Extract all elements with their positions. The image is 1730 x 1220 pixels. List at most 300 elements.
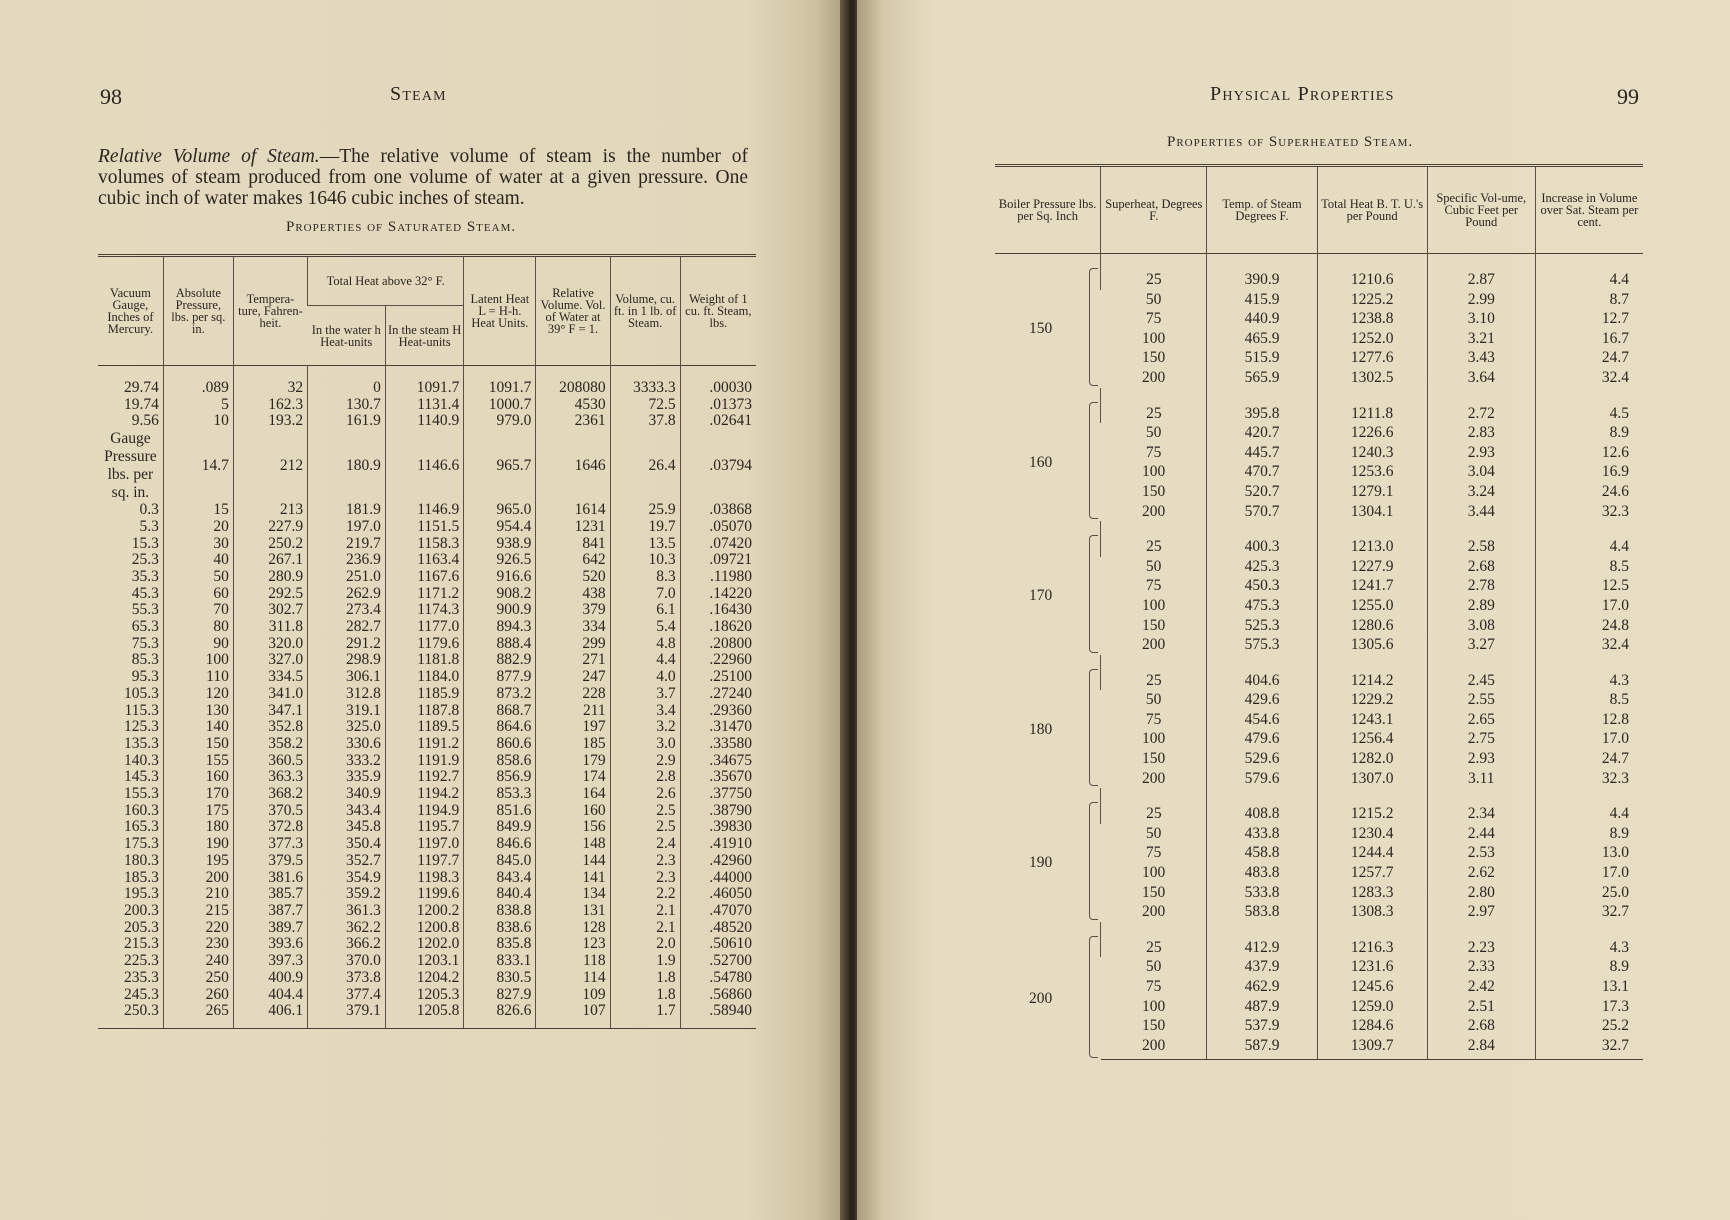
cell-heat-steam: 1181.8 [385, 652, 463, 669]
cell-temperature: 425.3 [1207, 557, 1317, 577]
cell-volume-increase: 32.7 [1535, 1036, 1643, 1060]
cell-temperature: 433.8 [1207, 824, 1317, 844]
cell-temperature: 406.1 [233, 1003, 307, 1028]
cell-weight: .52700 [680, 953, 756, 970]
cell-volume-increase: 16.9 [1535, 462, 1643, 482]
cell-specific-volume: 3.24 [1427, 482, 1535, 502]
cell-superheat: 75 [1145, 443, 1162, 461]
cell-relative: 107 [536, 1003, 610, 1028]
table-row [98, 569, 756, 586]
cell-absolute: 230 [163, 936, 233, 953]
cell-superheat: 100 [1141, 596, 1166, 614]
cell-temperature: 420.7 [1207, 423, 1317, 443]
cell-total-heat: 1240.3 [1317, 443, 1427, 463]
cell-specific-volume: 2.58 [1427, 521, 1535, 557]
cell-temperature: 193.2 [233, 413, 307, 430]
cell-specific-volume: 3.64 [1427, 368, 1535, 388]
cell-relative: 1231 [536, 519, 610, 536]
cell-temperature: 32 [233, 366, 307, 397]
table-row [98, 870, 756, 887]
cell-temperature: 479.6 [1207, 729, 1317, 749]
cell-vacuum: 9.56 [131, 412, 159, 430]
col-total-heat: Total Heat above 32° F. [308, 256, 464, 306]
cell-volume: 2.3 [610, 853, 680, 870]
cell-total-heat: 1213.0 [1317, 521, 1427, 557]
cell-relative: 642 [536, 552, 610, 569]
cell-relative: 1646 [536, 430, 610, 502]
cell-superheat: 25 [1101, 521, 1207, 557]
cell-weight: .48520 [680, 920, 756, 937]
cell-relative: 271 [536, 652, 610, 669]
cell-temperature: 347.1 [233, 703, 307, 720]
table-row [98, 413, 756, 430]
cell-temperature: 212 [233, 430, 307, 502]
cell-volume-increase: 25.2 [1535, 1016, 1643, 1036]
cell-relative: 197 [536, 719, 610, 736]
cell-volume-increase: 32.7 [1535, 902, 1643, 922]
cell-temperature: 395.8 [1207, 388, 1317, 424]
cell-temperature: 341.0 [233, 686, 307, 703]
cell-volume-increase: 8.7 [1535, 290, 1643, 310]
cell-latent: 827.9 [464, 987, 536, 1004]
cell-volume-increase: 12.8 [1535, 710, 1643, 730]
cell-volume: 2.8 [610, 769, 680, 786]
cell-weight: .39830 [680, 819, 756, 836]
cell-volume-increase: 17.0 [1535, 729, 1643, 749]
table-row [98, 669, 756, 686]
table-row [98, 936, 756, 953]
cell-weight: .03868 [680, 502, 756, 519]
cell-temperature: 267.1 [233, 552, 307, 569]
boiler-pressure-value: 160 [1028, 453, 1053, 471]
table-row [98, 602, 756, 619]
table-row [98, 586, 756, 603]
cell-temperature: 440.9 [1207, 309, 1317, 329]
cell-superheat: 150 [1141, 616, 1166, 634]
cell-temperature: 381.6 [233, 870, 307, 887]
cell-latent: 938.9 [464, 536, 536, 553]
cell-weight: .34675 [680, 753, 756, 770]
cell-vacuum: 0.3 [139, 501, 159, 519]
cell-vacuum: 29.74 [123, 379, 159, 396]
cell-relative: 4530 [536, 397, 610, 414]
group-brace [1089, 402, 1098, 520]
cell-superheat: 200 [1141, 903, 1166, 921]
cell-volume: 2.1 [610, 903, 680, 920]
cell-total-heat: 1252.0 [1317, 329, 1427, 349]
col-relative: Relative Volume. Vol. of Water at 39° F = 1. [536, 256, 610, 366]
cell-volume: 2.3 [610, 870, 680, 887]
cell-volume-increase: 32.3 [1535, 502, 1643, 522]
boiler-pressure-value: 200 [1028, 990, 1053, 1008]
cell-vacuum: 105.3 [123, 684, 159, 702]
table-row [98, 703, 756, 720]
cell-vacuum: 5.3 [139, 517, 159, 535]
cell-heat-water: 354.9 [308, 870, 386, 887]
cell-heat-steam: 1194.2 [385, 786, 463, 803]
cell-temperature: 470.7 [1207, 462, 1317, 482]
cell-total-heat: 1238.8 [1317, 309, 1427, 329]
cell-volume-increase: 24.8 [1535, 616, 1643, 636]
cell-latent: 873.2 [464, 686, 536, 703]
cell-temperature: 311.8 [233, 619, 307, 636]
cell-latent: 908.2 [464, 586, 536, 603]
boiler-pressure-group [995, 521, 1101, 655]
cell-heat-steam: 1191.9 [385, 753, 463, 770]
cell-volume-increase: 8.5 [1535, 690, 1643, 710]
col-vacuum: Vacuum Gauge, Inches of Mercury. [107, 286, 154, 336]
cell-weight: .11980 [680, 569, 756, 586]
cell-latent: 849.9 [464, 819, 536, 836]
boiler-pressure-group [995, 655, 1101, 789]
cell-specific-volume: 3.21 [1427, 329, 1535, 349]
cell-temperature: 445.7 [1207, 443, 1317, 463]
cell-weight: .38790 [680, 803, 756, 820]
cell-volume: 10.3 [610, 552, 680, 569]
cell-latent: 965.0 [464, 502, 536, 519]
cell-absolute: 155 [163, 753, 233, 770]
cell-heat-steam: 1158.3 [385, 536, 463, 553]
cell-temperature: 537.9 [1207, 1016, 1317, 1036]
table-row [98, 519, 756, 536]
running-head-right: Physical Properties [1210, 83, 1395, 105]
cell-total-heat: 1216.3 [1317, 922, 1427, 958]
cell-absolute: 5 [163, 397, 233, 414]
cell-specific-volume: 2.62 [1427, 863, 1535, 883]
cell-heat-water: 352.7 [308, 853, 386, 870]
cell-heat-steam: 1198.3 [385, 870, 463, 887]
cell-superheat: 100 [1141, 463, 1166, 481]
table-row [995, 655, 1643, 691]
cell-temperature: 379.5 [233, 853, 307, 870]
cell-temperature: 360.5 [233, 753, 307, 770]
cell-weight: .58940 [680, 1003, 756, 1028]
cell-vacuum: 145.3 [123, 768, 159, 786]
cell-heat-steam: 1146.6 [385, 430, 463, 502]
cell-volume: 5.4 [610, 619, 680, 636]
cell-superheat: 150 [1141, 349, 1166, 367]
cell-vacuum: 15.3 [131, 534, 159, 552]
cell-specific-volume: 3.27 [1427, 635, 1535, 655]
table-row [98, 987, 756, 1004]
cell-temperature: 437.9 [1207, 957, 1317, 977]
cell-volume-increase: 4.4 [1535, 788, 1643, 824]
cell-relative: 134 [536, 886, 610, 903]
cell-temperature: 583.8 [1207, 902, 1317, 922]
cell-temperature: 292.5 [233, 586, 307, 603]
cell-relative: 247 [536, 669, 610, 686]
cell-superheat: 100 [1141, 864, 1166, 882]
col-in-steam: In the steam H Heat-units [385, 306, 463, 366]
cell-heat-steam: 1171.2 [385, 586, 463, 603]
cell-latent: 894.3 [464, 619, 536, 636]
cell-relative: 156 [536, 819, 610, 836]
cell-weight: .18620 [680, 619, 756, 636]
cell-temperature: 377.3 [233, 836, 307, 853]
cell-heat-water: 180.9 [308, 430, 386, 502]
cell-vacuum: 55.3 [131, 601, 159, 619]
cell-superheat: 100 [1141, 329, 1166, 347]
cell-absolute: 60 [163, 586, 233, 603]
cell-heat-water: 377.4 [308, 987, 386, 1004]
cell-heat-water: 370.0 [308, 953, 386, 970]
cell-superheat: 75 [1145, 844, 1162, 862]
cell-superheat: 50 [1145, 290, 1162, 308]
cell-total-heat: 1305.6 [1317, 635, 1427, 655]
cell-specific-volume: 3.11 [1427, 769, 1535, 789]
table-row [98, 686, 756, 703]
cell-superheat: 25 [1101, 388, 1207, 424]
table-row [98, 1003, 756, 1028]
cell-absolute: 15 [163, 502, 233, 519]
cell-latent: 853.3 [464, 786, 536, 803]
cell-superheat: 75 [1145, 710, 1162, 728]
cell-superheat: 50 [1145, 691, 1162, 709]
cell-heat-steam: 1131.4 [385, 397, 463, 414]
cell-specific-volume: 2.93 [1427, 443, 1535, 463]
cell-volume: 4.4 [610, 652, 680, 669]
cell-superheat: 25 [1101, 922, 1207, 958]
cell-temperature: 327.0 [233, 652, 307, 669]
cell-total-heat: 1225.2 [1317, 290, 1427, 310]
cell-superheat: 150 [1141, 482, 1166, 500]
cell-specific-volume: 3.44 [1427, 502, 1535, 522]
cell-absolute: 140 [163, 719, 233, 736]
cell-temperature: 450.3 [1207, 576, 1317, 596]
cell-weight: .22960 [680, 652, 756, 669]
cell-heat-water: 306.1 [308, 669, 386, 686]
cell-temperature: 400.9 [233, 970, 307, 987]
cell-weight: .31470 [680, 719, 756, 736]
col-volume-increase: Increase in Volume over Sat. Steam per cent. [1535, 166, 1643, 254]
cell-absolute: 180 [163, 819, 233, 836]
cell-specific-volume: 2.42 [1427, 977, 1535, 997]
saturated-table-title: Properties of Saturated Steam. [286, 219, 517, 235]
cell-volume-increase: 12.6 [1535, 443, 1643, 463]
cell-superheat: 50 [1145, 824, 1162, 842]
cell-total-heat: 1256.4 [1317, 729, 1427, 749]
table-row [98, 366, 756, 397]
table-row [98, 953, 756, 970]
cell-weight: .14220 [680, 586, 756, 603]
table-row [98, 430, 756, 502]
cell-vacuum: 155.3 [123, 785, 159, 803]
cell-total-heat: 1253.6 [1317, 462, 1427, 482]
cell-volume: 2.1 [610, 920, 680, 937]
cell-absolute: 130 [163, 703, 233, 720]
cell-relative: 379 [536, 602, 610, 619]
cell-heat-water: 219.7 [308, 536, 386, 553]
cell-heat-steam: 1174.3 [385, 602, 463, 619]
cell-absolute: 240 [163, 953, 233, 970]
cell-specific-volume: 2.45 [1427, 655, 1535, 691]
cell-relative: 208080 [536, 366, 610, 397]
intro-text: —The relative volume of steam is the number of volumes of steam produced from one volume of water at a given pressure. One cubic inch of water makes 1646 cubic inches of steam. [98, 145, 749, 209]
cell-total-heat: 1302.5 [1317, 368, 1427, 388]
cell-temperature: 387.7 [233, 903, 307, 920]
cell-temperature: 162.3 [233, 397, 307, 414]
cell-temperature: 533.8 [1207, 883, 1317, 903]
cell-total-heat: 1255.0 [1317, 596, 1427, 616]
cell-total-heat: 1257.7 [1317, 863, 1427, 883]
cell-temperature: 515.9 [1207, 348, 1317, 368]
table-row [98, 836, 756, 853]
cell-heat-water: 298.9 [308, 652, 386, 669]
cell-weight: .33580 [680, 736, 756, 753]
table-row [98, 552, 756, 569]
cell-weight: .37750 [680, 786, 756, 803]
cell-specific-volume: 2.89 [1427, 596, 1535, 616]
cell-vacuum: 205.3 [123, 918, 159, 936]
cell-total-heat: 1279.1 [1317, 482, 1427, 502]
saturated-steam-table [98, 254, 756, 1029]
cell-latent: 860.6 [464, 736, 536, 753]
cell-specific-volume: 2.78 [1427, 576, 1535, 596]
cell-weight: .05070 [680, 519, 756, 536]
cell-heat-water: 335.9 [308, 769, 386, 786]
cell-vacuum: 195.3 [123, 885, 159, 903]
cell-temperature: 412.9 [1207, 922, 1317, 958]
cell-heat-water: 312.8 [308, 686, 386, 703]
page-number-right: 99 [1617, 84, 1639, 109]
cell-latent: 826.6 [464, 1003, 536, 1028]
cell-absolute: 70 [163, 602, 233, 619]
cell-volume: 2.6 [610, 786, 680, 803]
table-row [98, 920, 756, 937]
cell-vacuum: 215.3 [123, 935, 159, 953]
boiler-pressure-value: 190 [1028, 854, 1053, 872]
cell-heat-water: 181.9 [308, 502, 386, 519]
cell-absolute: 190 [163, 836, 233, 853]
cell-temperature: 587.9 [1207, 1036, 1317, 1060]
cell-superheat: 200 [1141, 769, 1166, 787]
cell-temperature: 320.0 [233, 636, 307, 653]
cell-temperature: 280.9 [233, 569, 307, 586]
col-in-water: In the water h Heat-units [308, 306, 386, 366]
cell-heat-water: 333.2 [308, 753, 386, 770]
cell-volume-increase: 4.4 [1535, 254, 1643, 290]
table-row [995, 922, 1643, 958]
cell-total-heat: 1245.6 [1317, 977, 1427, 997]
cell-vacuum: 45.3 [131, 584, 159, 602]
cell-latent: 954.4 [464, 519, 536, 536]
boiler-pressure-group [995, 788, 1101, 922]
cell-latent: 900.9 [464, 602, 536, 619]
cell-total-heat: 1210.6 [1317, 254, 1427, 290]
cell-temperature: 579.6 [1207, 769, 1317, 789]
cell-absolute: 14.7 [163, 430, 233, 502]
cell-latent: 830.5 [464, 970, 536, 987]
cell-total-heat: 1308.3 [1317, 902, 1427, 922]
cell-latent: 838.8 [464, 903, 536, 920]
cell-total-heat: 1231.6 [1317, 957, 1427, 977]
cell-superheat: 100 [1141, 730, 1166, 748]
cell-heat-water: 350.4 [308, 836, 386, 853]
cell-volume: 6.1 [610, 602, 680, 619]
cell-temperature: 400.3 [1207, 521, 1317, 557]
cell-volume: 2.4 [610, 836, 680, 853]
cell-vacuum: 160.3 [123, 801, 159, 819]
cell-volume-increase: 24.7 [1535, 749, 1643, 769]
cell-weight: .01373 [680, 397, 756, 414]
cell-volume-increase: 25.0 [1535, 883, 1643, 903]
cell-absolute: 90 [163, 636, 233, 653]
cell-vacuum: 125.3 [123, 718, 159, 736]
cell-volume: 2.5 [610, 803, 680, 820]
cell-volume: 3.4 [610, 703, 680, 720]
table-row [995, 788, 1643, 824]
cell-temperature: 483.8 [1207, 863, 1317, 883]
cell-heat-steam: 1200.8 [385, 920, 463, 937]
cell-heat-steam: 1204.2 [385, 970, 463, 987]
cell-volume-increase: 16.7 [1535, 329, 1643, 349]
cell-total-heat: 1226.6 [1317, 423, 1427, 443]
cell-relative: 179 [536, 753, 610, 770]
col-total-heat-btu: Total Heat B. T. U.'s per Pound [1317, 166, 1427, 254]
cell-latent: 846.6 [464, 836, 536, 853]
cell-superheat: 75 [1145, 310, 1162, 328]
cell-latent: 868.7 [464, 703, 536, 720]
cell-absolute: 100 [163, 652, 233, 669]
cell-vacuum: 225.3 [123, 952, 159, 970]
cell-volume-increase: 8.9 [1535, 423, 1643, 443]
cell-specific-volume: 3.08 [1427, 616, 1535, 636]
table-row [98, 619, 756, 636]
cell-heat-water: 130.7 [308, 397, 386, 414]
cell-total-heat: 1241.7 [1317, 576, 1427, 596]
cell-latent: 888.4 [464, 636, 536, 653]
cell-weight: .00030 [680, 366, 756, 397]
table-row [98, 853, 756, 870]
cell-weight: .35670 [680, 769, 756, 786]
cell-weight: .41910 [680, 836, 756, 853]
cell-heat-steam: 1202.0 [385, 936, 463, 953]
cell-volume-increase: 12.5 [1535, 576, 1643, 596]
cell-temperature: 390.9 [1207, 254, 1317, 290]
cell-latent: 858.6 [464, 753, 536, 770]
cell-heat-water: 343.4 [308, 803, 386, 820]
col-temperature: Tempera-ture, Fahren-heit. [233, 256, 307, 366]
cell-volume: 4.0 [610, 669, 680, 686]
cell-vacuum: 245.3 [123, 985, 159, 1003]
cell-latent: 1091.7 [464, 366, 536, 397]
cell-latent: 864.6 [464, 719, 536, 736]
cell-volume-increase: 17.0 [1535, 863, 1643, 883]
saturated-table-body [98, 366, 756, 1029]
cell-vacuum: 175.3 [123, 835, 159, 853]
cell-heat-steam: 1091.7 [385, 366, 463, 397]
cell-weight: .27240 [680, 686, 756, 703]
cell-volume-increase: 8.9 [1535, 824, 1643, 844]
cell-heat-steam: 1184.0 [385, 669, 463, 686]
cell-volume-increase: 4.3 [1535, 922, 1643, 958]
cell-volume-increase: 8.5 [1535, 557, 1643, 577]
cell-relative: 123 [536, 936, 610, 953]
cell-absolute: 200 [163, 870, 233, 887]
cell-specific-volume: 2.34 [1427, 788, 1535, 824]
cell-relative: 174 [536, 769, 610, 786]
cell-heat-steam: 1194.9 [385, 803, 463, 820]
cell-relative: 144 [536, 853, 610, 870]
cell-vacuum: 115.3 [124, 701, 159, 719]
cell-weight: .07420 [680, 536, 756, 553]
cell-heat-steam: 1185.9 [385, 686, 463, 703]
table-row [98, 502, 756, 519]
cell-vacuum: 185.3 [123, 868, 159, 886]
cell-volume-increase: 4.4 [1535, 521, 1643, 557]
cell-temperature: 393.6 [233, 936, 307, 953]
cell-total-heat: 1284.6 [1317, 1016, 1427, 1036]
